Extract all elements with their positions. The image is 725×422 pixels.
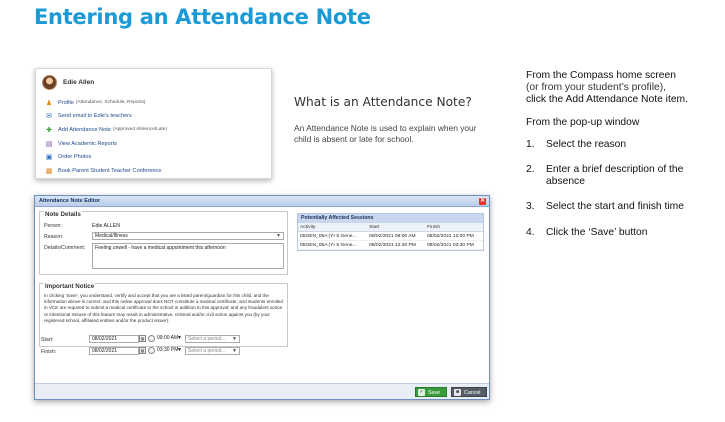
clock-icon[interactable] xyxy=(148,335,155,342)
person-label: Person: xyxy=(44,223,62,229)
email-icon: ✉ xyxy=(46,113,52,121)
step-text: Select the start and finish time xyxy=(546,201,684,213)
sessions-title: Potentially Affected Sessions xyxy=(298,214,483,223)
instruction-popup: From the pop-up window xyxy=(526,116,640,128)
reason-value: Medical/Illness xyxy=(95,233,128,239)
step-number: 3. xyxy=(526,201,535,213)
menu-item-conference[interactable] xyxy=(45,164,167,178)
instructions xyxy=(526,70,716,252)
finish-date-input[interactable]: 08/02/2021 xyxy=(89,347,139,355)
table-cell: 05GEN_05A (Yr 5 Gene... xyxy=(298,241,367,250)
save-button[interactable] xyxy=(415,387,447,397)
menu-item-profile[interactable] xyxy=(45,96,167,110)
menu-item-sub: (Approved Absence/Late) xyxy=(112,127,168,133)
important-notice-legend: Important Notice xyxy=(45,283,95,290)
explainer-body: An Attendance Note is used to explain when your child is absent or late for school. xyxy=(294,123,477,144)
note-details-fieldset xyxy=(39,211,288,275)
reason-label: Reason: xyxy=(44,234,64,240)
menu-item-add-attendance-note[interactable] xyxy=(45,123,167,137)
instruction-line: click the Add Attendance Note item. xyxy=(526,94,688,106)
cancel-button[interactable] xyxy=(451,387,487,397)
details-label: Details/Comment: xyxy=(44,245,86,251)
note-details-legend: Note Details xyxy=(45,211,81,218)
chevron-down-icon[interactable]: ▼ xyxy=(177,335,182,341)
profile-menu xyxy=(45,96,167,178)
chevron-down-icon[interactable]: ▼ xyxy=(177,347,182,353)
calendar-icon: ▩ xyxy=(45,167,53,175)
affected-sessions-panel xyxy=(297,213,484,251)
menu-item-label: Profile xyxy=(58,99,74,106)
table-cell: 08/02/2021 12:30 PM xyxy=(367,241,425,250)
step-item xyxy=(526,227,716,239)
cancel-button-label: Cancel xyxy=(464,390,481,396)
table-cell: 08/02/2021 09:00 AM xyxy=(367,232,425,241)
reason-select[interactable] xyxy=(92,232,284,240)
important-notice-text: In clicking 'Save', you understand, certify and accept that you are a listed parent/guardian for this child, and the information above is correct; and this online approval does NOT constitute a medical certificate; and students enrolled in VCE are required to submit a medical certificate to the school in addition to this approval; and any fraudulent action or intentional misuse of this feature may result in administrative, criminal and/or civil action against you (by your registered school, affiliated entities and/or the product issuer). xyxy=(44,293,283,323)
instruction-line: From the Compass home screen xyxy=(526,70,676,81)
start-date-input[interactable]: 08/02/2021 xyxy=(89,335,139,343)
step-number: 1. xyxy=(526,138,535,150)
column-header: Finish xyxy=(425,223,483,232)
menu-item-label: Book Parent Student Teacher Conference xyxy=(58,167,162,174)
dialog-titlebar xyxy=(35,196,489,207)
chevron-down-icon: ▼ xyxy=(232,336,237,342)
column-header: Activity xyxy=(298,223,367,232)
step-item xyxy=(526,164,716,188)
menu-item-photos[interactable] xyxy=(45,150,167,164)
table-cell: 05GEN_05A (Yr 5 Gene... xyxy=(298,232,367,241)
menu-item-sub: (Attendance, Schedule, Reports) xyxy=(75,100,146,106)
menu-item-label: Send email to Edie's teachers xyxy=(58,113,132,120)
chevron-down-icon: ▼ xyxy=(276,233,281,239)
plus-icon: ✚ xyxy=(46,126,52,134)
explainer-title: What is an Attendance Note? xyxy=(294,95,472,109)
person-value: Edie ALLEN xyxy=(92,223,120,229)
table-cell: 08/02/2021 12:00 PM xyxy=(425,232,483,241)
report-icon: ▤ xyxy=(45,140,53,148)
column-header: Start xyxy=(367,223,425,232)
start-period-select[interactable] xyxy=(185,335,240,343)
details-textarea[interactable]: Feeling unwell - have a medical appointment this afternoon xyxy=(92,243,284,269)
calendar-icon[interactable]: ▦ xyxy=(140,336,145,341)
instruction-line: (or from your student’s profile), xyxy=(526,82,667,94)
profile-header xyxy=(42,73,94,91)
dialog-title: Attendance Note Editor xyxy=(39,198,101,204)
finish-period-value: Select a period... xyxy=(188,348,226,354)
menu-item-label: Add Attendance Note xyxy=(58,126,111,133)
start-label: Start: xyxy=(41,337,54,343)
dialog-footer xyxy=(35,383,489,399)
step-number: 4. xyxy=(526,226,535,238)
step-text: Select the reason xyxy=(546,138,627,150)
instruction-intro xyxy=(526,70,716,107)
finish-period-select[interactable] xyxy=(185,347,240,355)
clock-icon[interactable] xyxy=(148,347,155,354)
chevron-down-icon: ▼ xyxy=(232,348,237,354)
close-icon[interactable]: ✕ xyxy=(479,198,486,204)
calendar-icon[interactable]: ▦ xyxy=(140,348,145,353)
person-icon: ♟ xyxy=(45,99,53,107)
cancel-icon: ■ xyxy=(455,389,460,395)
menu-item-reports[interactable] xyxy=(45,137,167,151)
photo-icon: ▣ xyxy=(45,154,53,162)
finish-time-input[interactable]: 03:30 PM xyxy=(157,347,179,353)
step-item xyxy=(526,139,716,151)
finish-label: Finish: xyxy=(41,349,57,355)
profile-card xyxy=(35,68,272,179)
slide-title: Entering an Attendance Note xyxy=(34,5,371,29)
table-cell: 08/02/2021 03:30 PM xyxy=(425,241,483,250)
start-time-input[interactable]: 09:00 AM xyxy=(157,335,179,341)
table-header-row xyxy=(298,223,483,232)
table-row xyxy=(298,232,483,241)
save-button-label: Save xyxy=(428,390,441,396)
step-text: Click the ‘Save’ button xyxy=(546,226,648,238)
menu-item-label: Order Photos xyxy=(58,154,92,161)
table-row xyxy=(298,241,483,250)
attendance-note-dialog xyxy=(34,195,490,400)
sessions-table xyxy=(298,223,483,250)
check-icon: ✓ xyxy=(419,389,424,395)
menu-item-label: View Academic Reports xyxy=(58,140,117,147)
student-name: Edie Allen xyxy=(63,78,95,86)
avatar xyxy=(42,75,57,90)
steps-list xyxy=(526,139,716,239)
step-text: Enter a brief description of the absence xyxy=(546,164,684,188)
start-period-value: Select a period... xyxy=(188,336,226,342)
menu-item-email[interactable] xyxy=(45,110,167,124)
step-number: 2. xyxy=(526,164,535,176)
step-item xyxy=(526,201,716,213)
